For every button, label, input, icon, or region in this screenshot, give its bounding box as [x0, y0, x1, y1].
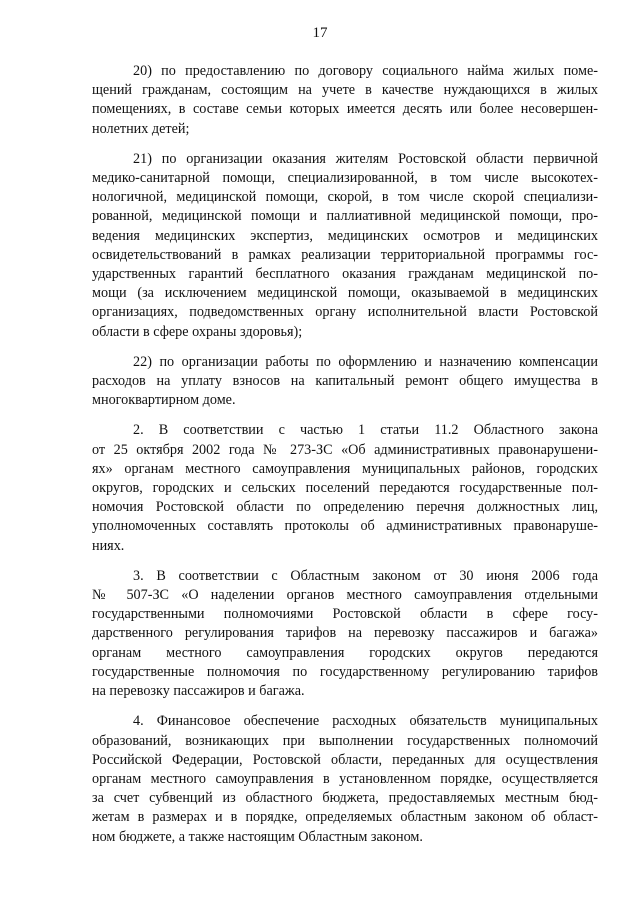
- document-body: [92, 62, 598, 858]
- text-line: организациях, подведомственных органу исполнительной власти Ростовской: [92, 304, 598, 321]
- text-line: расходов на уплату взносов на капитальный ремонт общего имущества в: [92, 373, 598, 390]
- text-line: нологичной, медицинской помощи, скорой, в том числе скорой специализи-: [92, 189, 598, 206]
- paragraph-section-2: [92, 421, 598, 555]
- text-line: медико-санитарной помощи, специализированной, в том числе высокотех-: [92, 170, 598, 187]
- text-line: номочия Ростовской области по определению перечня должностных лиц,: [92, 499, 598, 516]
- text-line: жетам в размерах и в порядке, определяемых областным законом об област-: [92, 809, 598, 826]
- text-line: мощи (за исключением медицинской помощи, оказываемой в медицинских: [92, 285, 598, 302]
- text-line: нолетних детей;: [92, 120, 190, 137]
- text-line: Российской Федерации, Ростовской области, переданных для осуществления: [92, 751, 598, 768]
- text-line: ведения медицинских экспертиз, медицинских осмотров и медицинских: [92, 227, 598, 244]
- text-line: за счет субвенций из областного бюджета, предоставляемых местным бюд-: [92, 790, 598, 807]
- text-line: ном бюджете, а также настоящим Областным законом.: [92, 828, 423, 845]
- text-line: государственными полномочиями Ростовской области в сфере госу-: [92, 606, 598, 623]
- text-line: на перевозку пассажиров и багажа.: [92, 683, 305, 700]
- text-line: государственные полномочия по государственному регулированию тарифов: [92, 663, 598, 680]
- text-line: от 25 октября 2002 года № 273-ЗС «Об административных правонарушени-: [92, 441, 598, 458]
- paragraph-item-20: [92, 62, 598, 139]
- paragraph-section-3: [92, 567, 598, 701]
- text-line: помещениях, в составе семьи которых имеется десять или более несовершен-: [92, 101, 598, 118]
- text-line: ниях.: [92, 537, 125, 554]
- text-line: 20) по предоставлению по договору социального найма жилых поме-: [133, 63, 598, 79]
- text-line: уполномоченных составлять протоколы об административных правонаруше-: [92, 518, 598, 535]
- text-line: 22) по организации работы по оформлению и назначению компенсации: [133, 353, 598, 370]
- text-line: многоквартирном доме.: [92, 392, 236, 409]
- text-line: дарственного регулирования тарифов на перевозку пассажиров и багажа»: [92, 625, 598, 642]
- page-number: 17: [312, 25, 328, 41]
- text-line: округов, городских и сельских поселений передаются государственные пол-: [92, 480, 598, 497]
- text-line: органам местного самоуправления городских округов передаются: [92, 644, 598, 661]
- text-line: 2. В соответствии с частью 1 статьи 11.2 Областного закона: [133, 422, 598, 439]
- paragraph-item-21: [92, 150, 598, 342]
- text-line: 21) по организации оказания жителям Ростовской области первичной: [133, 150, 598, 167]
- text-line: № 507-ЗС «О наделении органов местного самоуправления отдельными: [92, 587, 598, 604]
- text-line: рованной, медицинской помощи и паллиативной медицинской помощи, про-: [92, 208, 598, 225]
- paragraph-item-22: [92, 353, 598, 411]
- text-line: области в сфере охраны здоровья);: [92, 323, 303, 340]
- text-line: щений гражданам, состоящим на учете в качестве нуждающихся в жилых: [92, 82, 598, 99]
- text-line: 3. В соответствии с Областным законом от 30 июня 2006 года: [133, 567, 598, 584]
- paragraph-section-4: [92, 712, 598, 846]
- text-line: ударственных гарантий бесплатного оказания гражданам медицинской по-: [92, 266, 598, 283]
- text-line: образований, возникающих при выполнении государственных полномочий: [92, 732, 598, 749]
- text-line: освидетельствований в рамках реализации территориальной программы гос-: [92, 246, 598, 263]
- text-line: 4. Финансовое обеспечение расходных обязательств муниципальных: [133, 713, 598, 730]
- text-line: ях» органам местного самоуправления муниципальных районов, городских: [92, 460, 598, 477]
- text-line: органам местного самоуправления в установленном порядке, осуществляется: [92, 770, 598, 787]
